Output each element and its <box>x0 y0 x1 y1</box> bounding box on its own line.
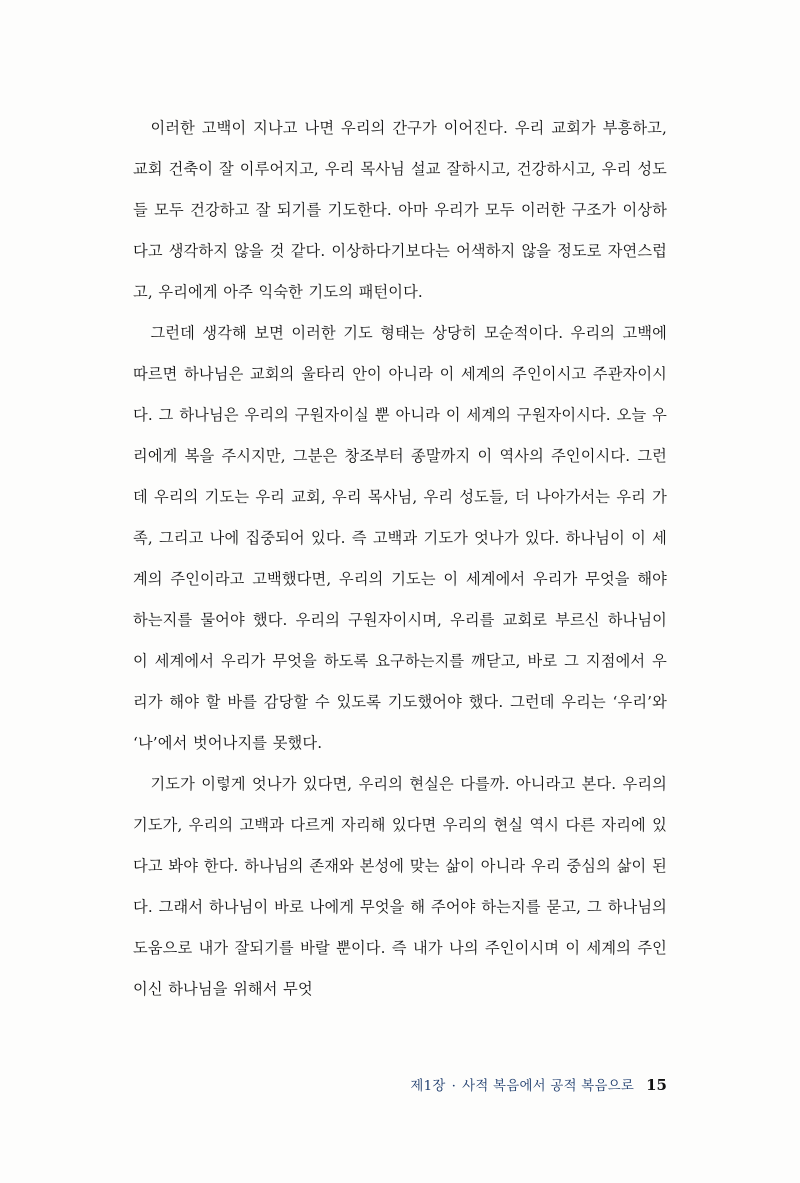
footer-separator: · <box>451 1079 457 1094</box>
paragraph-3: 기도가 이렇게 엇나가 있다면, 우리의 현실은 다를까. 아니라고 본다. 우리의 기도가, 우리의 고백과 다르게 자리해 있다면 우리의 현실 역시 다른 자리에 있다고 봐야 한다. 하나님의 존재와 본성에 맞는 삶이 아니라 우리 중심의 삶이 된다. 그래서 하나님이 바로 나에게 무엇을 해 주어야 하는지를 묻고, 그 하나님의 도움으로 내가 잘되기를 바랄 뿐이다. 즉 내가 나의 주인이시며 이 세계의 주인이신 하나님을 위해서 무엇 <box>133 775 667 998</box>
footer-chapter-title: 사적 복음에서 공적 복음으로 <box>462 1079 635 1094</box>
page-number: 15 <box>646 1076 667 1094</box>
paragraph-1: 이러한 고백이 지나고 나면 우리의 간구가 이어진다. 우리 교회가 부흥하고, 교회 건축이 잘 이루어지고, 우리 목사님 설교 잘하시고, 건강하시고, 우리 성도들 모두 건강하고 잘 되기를 기도한다. 아마 우리가 모두 이러한 구조가 이상하다고 생각하지 않을 것 같다. 이상하다기보다는 어색하지 않을 정도로 자연스럽고, 우리에게 아주 익숙한 기도의 패턴이다. <box>133 119 667 301</box>
footer-chapter: 제1장 <box>410 1079 446 1094</box>
page-footer <box>133 1075 667 1094</box>
paragraph-2: 그런데 생각해 보면 이러한 기도 형태는 상당히 모순적이다. 우리의 고백에 따르면 하나님은 교회의 울타리 안이 아니라 이 세계의 주인이시고 주관자이시다. 그 하나님은 우리의 구원자이실 뿐 아니라 이 세계의 구원자이시다. 오늘 우리에게 복을 주시지만, 그분은 창조부터 종말까지 이 역사의 주인이시다. 그런데 우리의 기도는 우리 교회, 우리 목사님, 우리 성도들, 더 나아가서는 우리 가족, 그리고 나에 집중되어 있다. 즉 고백과 기도가 엇나가 있다. 하나님이 이 세계의 주인이라고 고백했다면, 우리의 기도는 이 세계에서 우리가 무엇을 해야 하는지를 물어야 했다. 우리의 구원자이시며, 우리를 교회로 부르신 하나님이 이 세계에서 우리가 무엇을 하도록 요구하는지를 깨닫고, 바로 그 지점에서 우리가 해야 할 바를 감당할 수 있도록 기도했어야 했다. 그런데 우리는 ‘우리’와 ‘나’에서 벗어나지를 못했다. <box>133 324 667 752</box>
page-body <box>133 108 667 1010</box>
